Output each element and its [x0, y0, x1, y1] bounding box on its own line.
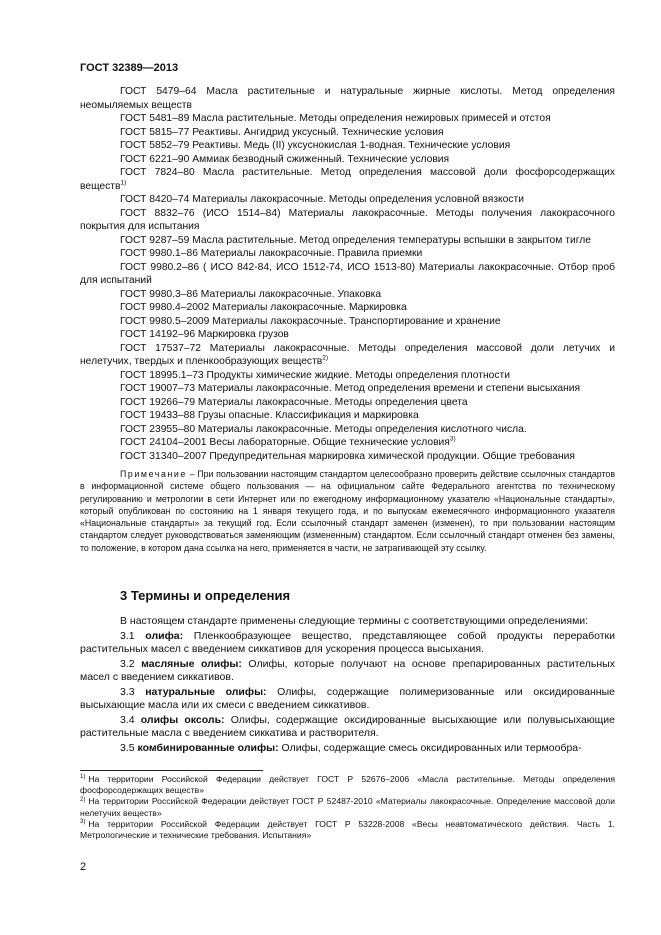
note-paragraph: [80, 468, 615, 554]
reference-text: ГОСТ 19433–88 Грузы опасные. Классификация и маркировка: [120, 410, 419, 421]
footnote-marker: 2): [322, 354, 329, 362]
term-definition-text: Олифы, содержащие полимеризованные или оксидированные высыхающие масла или их смеси с введением сиккативов.: [80, 685, 615, 711]
normative-references-list: [80, 85, 615, 463]
reference-text: ГОСТ 31340–2007 Предупредительная маркировка химической продукции. Общие требования: [120, 450, 575, 462]
reference-item: [80, 234, 615, 248]
term-name: олифа:: [145, 629, 184, 642]
term-definition-text: Олифы, содержащие смесь оксидированных или термообра-: [278, 741, 582, 754]
reference-item: [80, 247, 615, 261]
term-number: 3.5: [120, 741, 135, 754]
reference-item: [80, 112, 615, 126]
reference-text: ГОСТ 9980.3–86 Материалы лакокрасочные. Упаковка: [120, 288, 382, 300]
reference-item: [80, 315, 615, 329]
reference-item: [80, 153, 615, 167]
reference-text: ГОСТ 23955–80 Материалы лакокрасочные. Методы определения кислотного числа.: [120, 423, 527, 435]
term-name: масляные олифы:: [141, 657, 242, 670]
reference-item: [80, 409, 615, 423]
reference-text: ГОСТ 9980.1–86 Материалы лакокрасочные. Правила приемки: [120, 248, 423, 259]
term-number: 3.1: [120, 629, 135, 642]
reference-item: [80, 328, 615, 342]
footnote-item: [80, 796, 615, 818]
footnote-item: [80, 774, 615, 796]
term-definition: [80, 658, 615, 685]
reference-text: ГОСТ 24104–2001 Весы лабораторные. Общие технические условия: [120, 437, 450, 448]
reference-text: ГОСТ 17537–72 Материалы лакокрасочные. Методы определения массовой доли летучих и нелетучих, твердых и пленкообразующих веществ: [80, 342, 615, 367]
reference-item: [80, 382, 615, 396]
footnotes: [80, 774, 615, 841]
footnote-mark: 3): [80, 818, 86, 825]
footnote-mark: 2): [80, 796, 86, 803]
reference-text: ГОСТ 8420–74 Материалы лакокрасочные. Методы определения условной вязкости: [120, 194, 525, 205]
reference-text: ГОСТ 9980.5–2009 Материалы лакокрасочные. Транспортирование и хранение: [120, 315, 501, 327]
term-definition: [80, 742, 615, 756]
term-definition: [80, 686, 615, 713]
reference-text: ГОСТ 19266–79 Материалы лакокрасочные. Методы определения цвета: [120, 396, 468, 408]
reference-item: [80, 139, 615, 153]
page-number: 2: [80, 861, 87, 873]
reference-text: ГОСТ 6221–90 Аммиак безводный сжиженный. Технические условия: [120, 153, 450, 165]
section-intro: В настоящем стандарте применены следующие термины с соответствующими определениями:: [120, 615, 589, 627]
reference-text: ГОСТ 9980.2–86 ( ИСО 842-84, ИСО 1512-74, ИСО 1513-80) Материалы лакокрасочные. Отбор проб для испытаний: [80, 261, 615, 286]
term-definition-text: Олифы, содержащие оксидированные высыхающие или полувысыхающие растительные масла с введением сиккатива и растворителя.: [80, 713, 616, 739]
terms-list: [80, 630, 615, 756]
footnote-text: На территории Российской Федерации действует ГОСТ Р 53228-2008 «Весы неавтоматического действия. Часть 1. Метрологические и технические требования. Испытания»: [80, 818, 615, 841]
reference-item: [80, 85, 615, 112]
term-definition: [80, 714, 615, 741]
reference-item: [80, 207, 615, 234]
reference-text: ГОСТ 18995.1–73 Продукты химические жидкие. Методы определения плотности: [120, 369, 510, 381]
reference-item: [80, 301, 615, 315]
term-definition: [80, 630, 615, 657]
reference-item: [80, 423, 615, 437]
term-definition-text: Олифы, которые получают на основе препарированных растительных масел с введением сиккативов.: [80, 657, 615, 683]
footnote-text: На территории Российской Федерации действует ГОСТ Р 52676–2006 «Масла растительные. Методы определения фосфорсодержащих веществ»: [80, 774, 615, 796]
reference-text: ГОСТ 9287–59 Масла растительные. Метод определения температуры вспышки в закрытом тигле: [120, 234, 591, 246]
reference-item: [80, 450, 615, 464]
reference-item: [80, 342, 615, 369]
term-number: 3.4: [120, 713, 135, 726]
note-label: Примечание: [120, 469, 187, 479]
section-heading: 3 Термины и определения: [120, 588, 291, 603]
footnote-marker: 3): [449, 435, 456, 443]
reference-text: ГОСТ 14192–96 Маркировка грузов: [120, 329, 289, 340]
term-definition-text: Пленкообразующее вещество, представляющее собой продукты переработки растительных масел с введением сиккативов для ускорения процесса высыхания.: [80, 629, 615, 655]
reference-item: [80, 166, 615, 193]
reference-item: [80, 436, 615, 450]
reference-item: [80, 396, 615, 410]
footnote-mark: 1): [80, 774, 86, 781]
reference-item: [80, 193, 615, 207]
term-name: натуральные олифы:: [145, 685, 267, 698]
footnote-text: На территории Российской Федерации действует ГОСТ Р 52487-2010 «Материалы лакокрасочные. Определение массовой доли нелетучих веществ»: [80, 796, 615, 818]
reference-text: ГОСТ 9980.4–2002 Материалы лакокрасочные. Маркировка: [120, 302, 407, 313]
footnote-divider: [80, 770, 263, 771]
term-number: 3.3: [120, 685, 135, 698]
reference-item: [80, 288, 615, 302]
reference-text: ГОСТ 5852–79 Реактивы. Медь (II) уксуснокислая 1-водная. Технические условия: [120, 140, 511, 151]
term-number: 3.2: [120, 657, 135, 670]
reference-item: [80, 126, 615, 140]
page-header: ГОСТ 32389—2013: [80, 62, 179, 74]
footnote-item: [80, 819, 615, 841]
reference-text: ГОСТ 5815–77 Реактивы. Ангидрид уксусный. Технические условия: [120, 126, 444, 138]
reference-text: ГОСТ 5481–89 Масла растительные. Методы определения нежировых примесей и отстоя: [120, 113, 551, 124]
reference-item: [80, 369, 615, 383]
reference-text: ГОСТ 5479–64 Масла растительные и натуральные жирные кислоты. Метод определения неомыляемых веществ: [80, 86, 615, 111]
reference-text: ГОСТ 7824–80 Масла растительные. Метод определения массовой доли фосфорсодержащих веществ: [80, 167, 615, 192]
section-body: [80, 615, 615, 756]
reference-text: ГОСТ 19007–73 Материалы лакокрасочные. Метод определения времени и степени высыхания: [120, 383, 581, 394]
reference-text: ГОСТ 8832–76 (ИСО 1514–84) Материалы лакокрасочные. Методы получения лакокрасочного покрытия для испытания: [80, 207, 615, 232]
footnote-marker: 1): [120, 179, 127, 187]
term-name: олифы оксоль:: [140, 713, 225, 726]
reference-item: [80, 261, 615, 288]
term-name: комбинированные олифы:: [137, 741, 279, 754]
note-text: – При пользовании настоящим стандартом целесообразно проверить действие ссылочных стандартов в информационной системе общего пользования — на официальном сайте Федерального агентства по техническому регулированию и метрологии в сети Интернет или по ежегодному информационному указателю «Национальные стандарты», который опубликован по состоянию на 1 января текущего года, и по выпускам ежемесячного информационного указателя «Национальные стандарты» за текущий год. Если ссылочный стандарт заменен (изменен), то при пользовании настоящим стандартом следует руководствоваться заменяющим (измененным) стандартом. Если ссылочный стандарт отменен без замены, то положение, в котором дана ссылка на него, применяется в части, не затрагивающей эту ссылку.: [80, 469, 615, 553]
